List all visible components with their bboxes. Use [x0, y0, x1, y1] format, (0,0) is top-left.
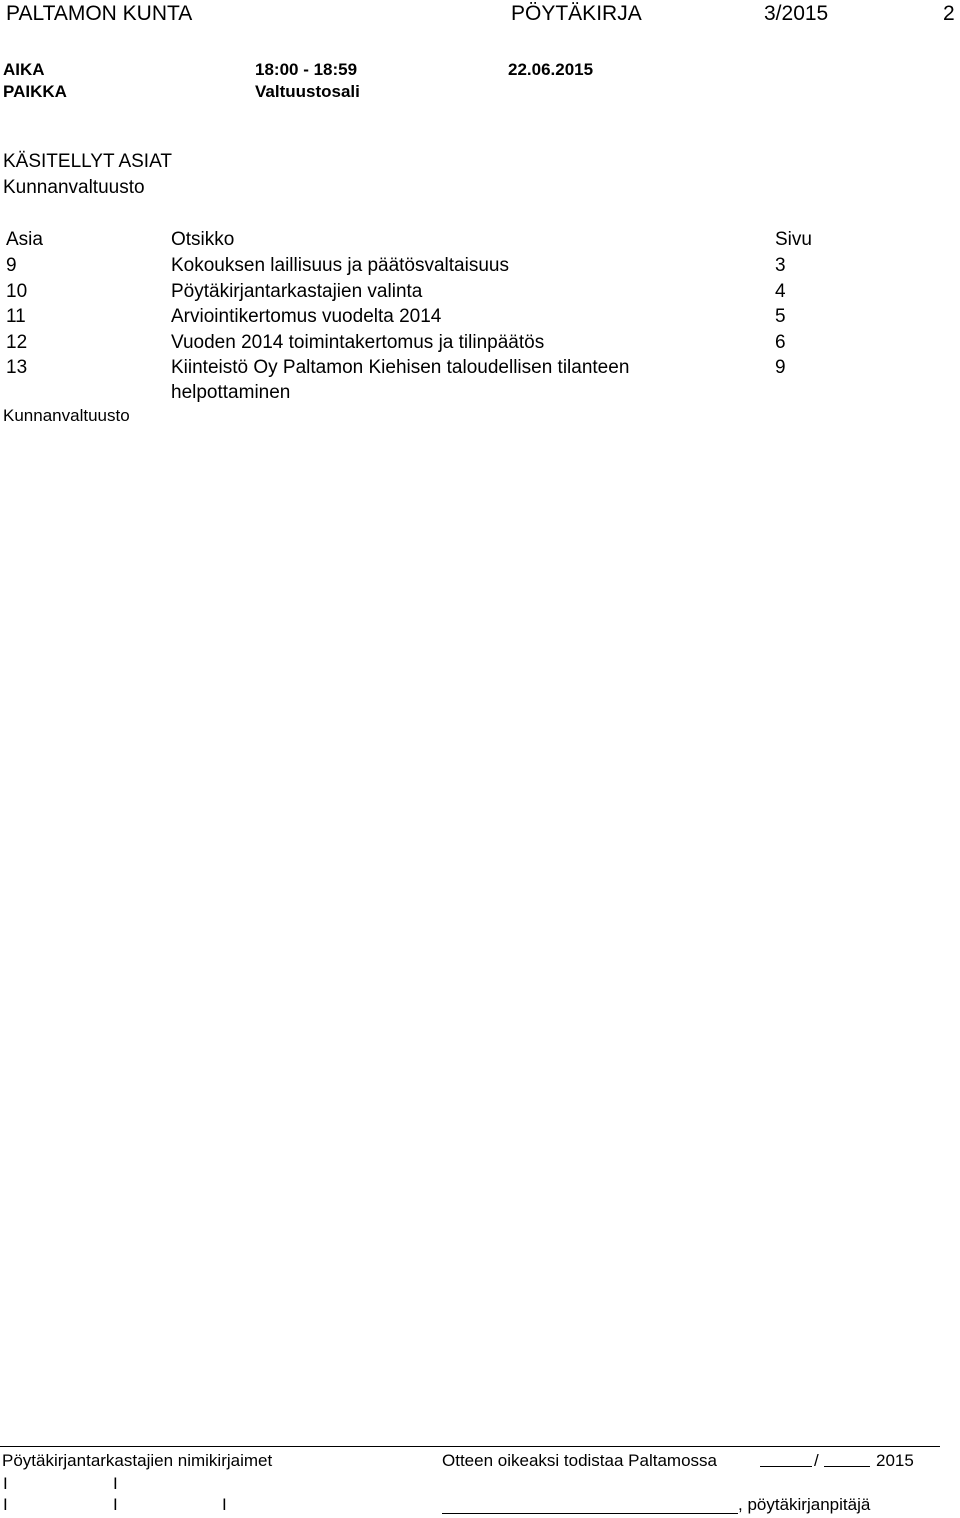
row-page: 6: [775, 332, 786, 353]
secretary-signature-line: [442, 1499, 738, 1514]
month-blank: [824, 1452, 870, 1467]
row-title: Kokouksen laillisuus ja päätösvaltaisuus: [171, 255, 509, 276]
row-title: Vuoden 2014 toimintakertomus ja tilinpäätös: [171, 332, 545, 353]
date-slash: /: [814, 1451, 819, 1470]
row-page: 3: [775, 255, 786, 276]
secretary-label: , pöytäkirjanpitäjä: [738, 1495, 871, 1514]
row-item-number: 13: [6, 357, 28, 378]
row-title: Pöytäkirjantarkastajien valinta: [171, 281, 423, 302]
organization-name: PALTAMON KUNTA: [6, 2, 193, 25]
document-type: PÖYTÄKIRJA: [511, 2, 642, 25]
column-header-title: Otsikko: [171, 229, 235, 250]
column-header-page: Sivu: [775, 229, 812, 250]
row-item-number: 10: [6, 281, 28, 302]
initials-label: Pöytäkirjantarkastajien nimikirjaimet: [2, 1451, 273, 1470]
time-label: AIKA: [3, 60, 45, 79]
meeting-date: 22.06.2015: [508, 60, 594, 79]
initials-separator: I: [222, 1495, 227, 1514]
section-title: KÄSITELLYT ASIAT: [3, 151, 172, 172]
initials-separator: I: [3, 1495, 8, 1514]
initials-separator: I: [113, 1474, 118, 1493]
row-item-number: 12: [6, 332, 28, 353]
row-page: 4: [775, 281, 786, 302]
column-header-item: Asia: [6, 229, 43, 250]
table-footer-body: Kunnanvaltuusto: [3, 406, 130, 425]
row-page: 5: [775, 306, 786, 327]
document-number: 3/2015: [764, 2, 829, 25]
footer-divider: [0, 1446, 940, 1447]
row-title: Arviointikertomus vuodelta 2014: [171, 306, 442, 327]
time-value: 18:00 - 18:59: [255, 60, 358, 79]
certify-text: Otteen oikeaksi todistaa Paltamossa: [442, 1451, 717, 1470]
row-title-continued: helpottaminen: [171, 382, 291, 403]
certify-year: 2015: [876, 1451, 914, 1470]
section-body: Kunnanvaltuusto: [3, 177, 145, 198]
day-month-blank: [760, 1452, 812, 1467]
row-item-number: 11: [6, 306, 26, 327]
row-item-number: 9: [6, 255, 17, 276]
place-label: PAIKKA: [3, 82, 67, 101]
row-page: 9: [775, 357, 786, 378]
page-number: 2: [943, 2, 955, 25]
row-title: Kiinteistö Oy Paltamon Kiehisen taloudellisen tilanteen: [171, 357, 630, 378]
place-value: Valtuustosali: [255, 82, 360, 101]
initials-separator: I: [113, 1495, 118, 1514]
initials-separator: I: [3, 1474, 8, 1493]
